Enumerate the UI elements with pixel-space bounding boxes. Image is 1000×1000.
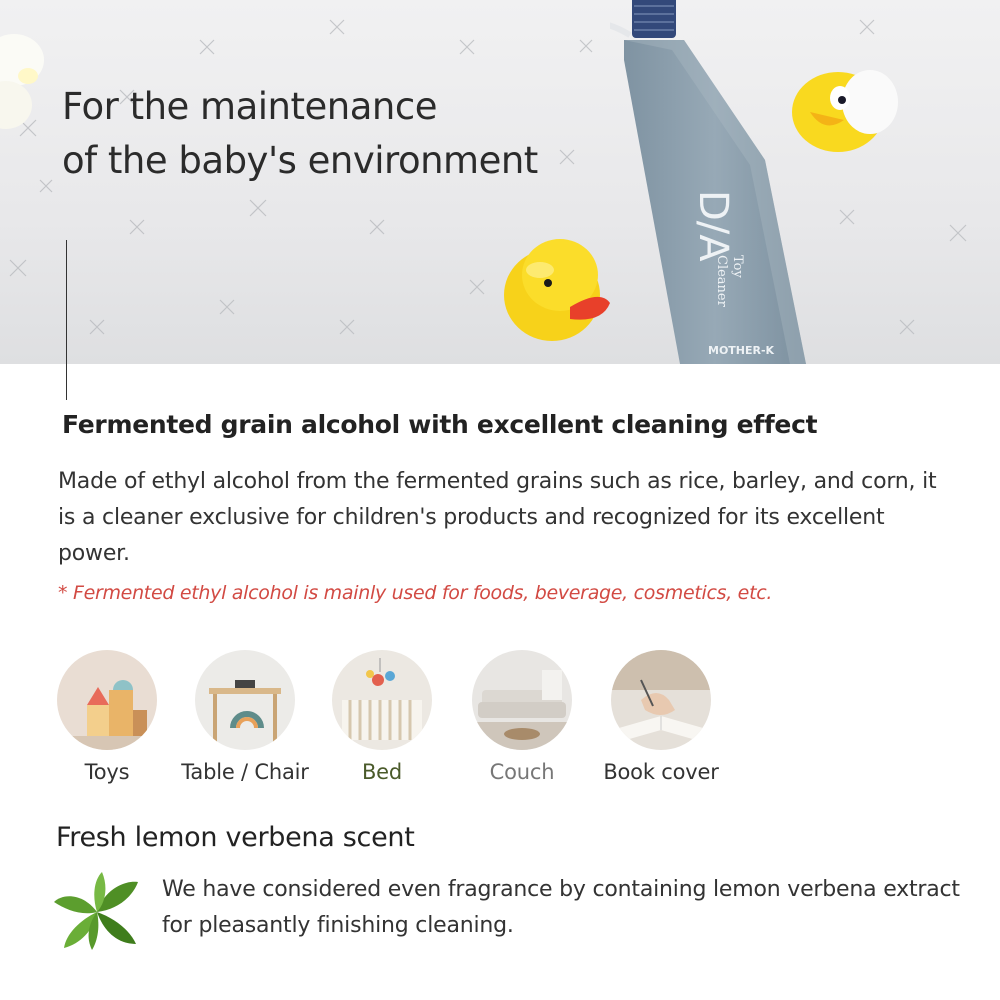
hero-banner: [0, 0, 1000, 364]
feature-footnote: * Fermented ethyl alcohol is mainly used for foods, beverage, cosmetics, etc.: [58, 582, 773, 604]
usage-label-table-chair: Table / Chair: [181, 760, 309, 784]
scent-heading: Fresh lemon verbena scent: [56, 822, 415, 853]
usage-item-table-chair: [165, 650, 325, 784]
bottle-brand-text: D/A: [690, 190, 736, 262]
accent-divider-line: [66, 240, 67, 400]
small-duck-toy: [780, 62, 900, 162]
bottle-product-line1: Toy: [730, 255, 745, 278]
hero-title-line2: of the baby's environment: [62, 139, 538, 182]
scent-description: We have considered even fragrance by containing lemon verbena extract for pleasantly finishing cleaning.: [162, 877, 960, 938]
usage-label-couch: Couch: [489, 760, 555, 784]
bottle-maker-text: MOTHER-K: [708, 344, 775, 357]
bed-photo: [332, 650, 432, 750]
usage-label-book-cover: Book cover: [603, 760, 719, 784]
feature-description: Made of ethyl alcohol from the fermented grains such as rice, barley, and corn, it is a cleaner exclusive for children's products and recognized for its excellent power.: [58, 469, 937, 566]
couch-photo: [472, 650, 572, 750]
hero-title-line1: For the maintenance: [62, 85, 437, 128]
usage-label-bed: Bed: [361, 760, 403, 784]
bottle-product-line2: Cleaner: [714, 255, 729, 307]
feature-heading: Fermented grain alcohol with excellent cleaning effect: [62, 410, 818, 439]
usage-item-book-cover: [581, 650, 741, 784]
book-cover-photo: [611, 650, 711, 750]
usage-item-toys: [27, 650, 187, 784]
table-chair-photo: [195, 650, 295, 750]
toy-cleaner-bottle: [610, 0, 820, 364]
rubber-duck-toy: [500, 225, 625, 350]
hero-title: [62, 80, 538, 188]
usage-item-bed: [302, 650, 462, 784]
usage-item-couch: [442, 650, 602, 784]
usage-label-toys: Toys: [84, 760, 130, 784]
toys-photo: [57, 650, 157, 750]
lemon-verbena-leaf-icon: [52, 872, 142, 952]
usage-list: [0, 650, 1000, 800]
white-toy-shape: [0, 20, 62, 130]
